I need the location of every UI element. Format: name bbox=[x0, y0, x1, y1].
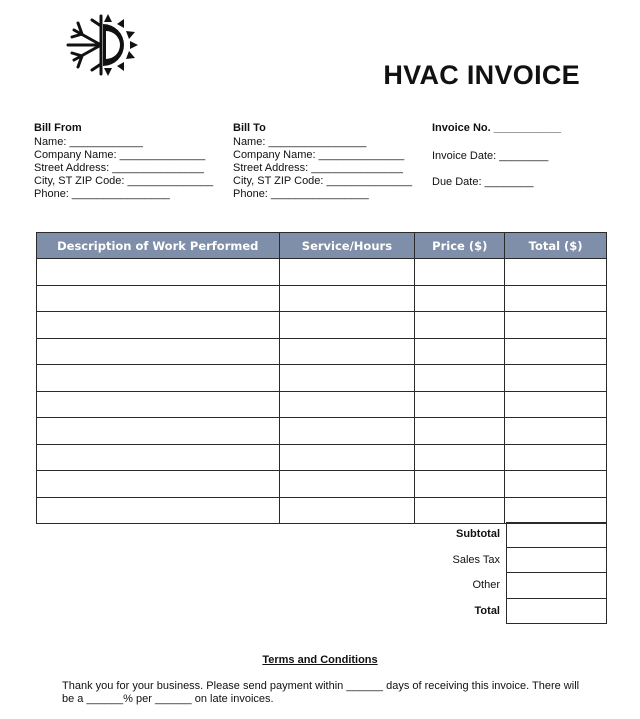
total-cell[interactable] bbox=[505, 497, 607, 524]
bill-to-city: City, ST ZIP Code: ______________ bbox=[233, 175, 413, 187]
table-row bbox=[37, 391, 607, 418]
line-items-table bbox=[36, 232, 607, 524]
total-cell[interactable] bbox=[505, 444, 607, 471]
bill-to-section bbox=[233, 122, 412, 201]
service-hours-cell[interactable] bbox=[279, 285, 415, 312]
sales-tax-label: Sales Tax bbox=[452, 553, 500, 566]
bill-from-section bbox=[34, 122, 213, 201]
service-hours-cell[interactable] bbox=[279, 338, 415, 365]
price-cell[interactable] bbox=[415, 285, 505, 312]
description-cell[interactable] bbox=[37, 471, 280, 498]
table-header-row bbox=[37, 233, 607, 259]
total-cell[interactable] bbox=[505, 259, 607, 286]
table-row bbox=[37, 285, 607, 312]
service-hours-cell[interactable] bbox=[279, 497, 415, 524]
sales-tax-field[interactable] bbox=[506, 548, 607, 574]
bill-to-name: Name: ________________ bbox=[233, 136, 367, 148]
bill-from-company: Company Name: ______________ bbox=[34, 149, 206, 161]
price-cell[interactable] bbox=[415, 338, 505, 365]
table-row bbox=[37, 338, 607, 365]
subtotal-field[interactable] bbox=[506, 522, 607, 548]
header-service-hours: Service/Hours bbox=[279, 233, 415, 259]
total-cell[interactable] bbox=[505, 312, 607, 339]
bill-to-heading: Bill To bbox=[233, 122, 266, 134]
service-hours-cell[interactable] bbox=[279, 365, 415, 392]
bill-from-heading: Bill From bbox=[34, 122, 82, 134]
total-cell[interactable] bbox=[505, 391, 607, 418]
header-description: Description of Work Performed bbox=[37, 233, 280, 259]
service-hours-cell[interactable] bbox=[279, 444, 415, 471]
description-cell[interactable] bbox=[37, 391, 280, 418]
table-row bbox=[37, 471, 607, 498]
invoice-number: Invoice No. ___________ bbox=[432, 122, 562, 134]
table-row bbox=[37, 444, 607, 471]
description-cell[interactable] bbox=[37, 285, 280, 312]
bill-to-phone: Phone: ________________ bbox=[233, 188, 369, 200]
terms-text: Thank you for your business. Please send payment within ______ days of receiving this invoice. There will be a ______% per ______ on late invoices. bbox=[62, 680, 580, 705]
price-cell[interactable] bbox=[415, 471, 505, 498]
header-total: Total ($) bbox=[505, 233, 607, 259]
description-cell[interactable] bbox=[37, 312, 280, 339]
table-row bbox=[37, 365, 607, 392]
total-label: Total bbox=[474, 604, 500, 617]
bill-from-city: City, ST ZIP Code: ______________ bbox=[34, 175, 214, 187]
description-cell[interactable] bbox=[37, 418, 280, 445]
invoice-date: Invoice Date: ________ bbox=[432, 150, 549, 162]
subtotal-label: Subtotal bbox=[456, 528, 500, 540]
total-cell[interactable] bbox=[505, 365, 607, 392]
due-date: Due Date: ________ bbox=[432, 176, 534, 188]
header-price: Price ($) bbox=[415, 233, 505, 259]
service-hours-cell[interactable] bbox=[279, 418, 415, 445]
invoice-title: HVAC INVOICE bbox=[383, 60, 580, 90]
other-field[interactable] bbox=[506, 573, 607, 599]
bill-from-name: Name: ____________ bbox=[34, 136, 143, 148]
bill-to-company: Company Name: ______________ bbox=[233, 149, 405, 161]
service-hours-cell[interactable] bbox=[279, 391, 415, 418]
table-row bbox=[37, 418, 607, 445]
description-cell[interactable] bbox=[37, 444, 280, 471]
description-cell[interactable] bbox=[37, 259, 280, 286]
description-cell[interactable] bbox=[37, 338, 280, 365]
price-cell[interactable] bbox=[415, 444, 505, 471]
service-hours-cell[interactable] bbox=[279, 259, 415, 286]
price-cell[interactable] bbox=[415, 497, 505, 524]
description-cell[interactable] bbox=[37, 365, 280, 392]
total-cell[interactable] bbox=[505, 471, 607, 498]
price-cell[interactable] bbox=[415, 391, 505, 418]
table-row bbox=[37, 312, 607, 339]
price-cell[interactable] bbox=[415, 312, 505, 339]
service-hours-cell[interactable] bbox=[279, 312, 415, 339]
other-label: Other bbox=[472, 579, 500, 591]
bill-from-street: Street Address: _______________ bbox=[34, 162, 205, 174]
total-field[interactable] bbox=[506, 599, 607, 625]
snowflake-sun-icon bbox=[62, 10, 140, 80]
total-cell[interactable] bbox=[505, 418, 607, 445]
total-cell[interactable] bbox=[505, 285, 607, 312]
description-cell[interactable] bbox=[37, 497, 280, 524]
table-row bbox=[37, 259, 607, 286]
price-cell[interactable] bbox=[415, 418, 505, 445]
terms-title: Terms and Conditions bbox=[262, 654, 378, 666]
service-hours-cell[interactable] bbox=[279, 471, 415, 498]
bill-from-phone: Phone: ________________ bbox=[34, 188, 170, 200]
bill-to-street: Street Address: _______________ bbox=[233, 162, 404, 174]
table-row bbox=[37, 497, 607, 524]
totals-section bbox=[420, 522, 607, 624]
total-cell[interactable] bbox=[505, 338, 607, 365]
price-cell[interactable] bbox=[415, 259, 505, 286]
price-cell[interactable] bbox=[415, 365, 505, 392]
